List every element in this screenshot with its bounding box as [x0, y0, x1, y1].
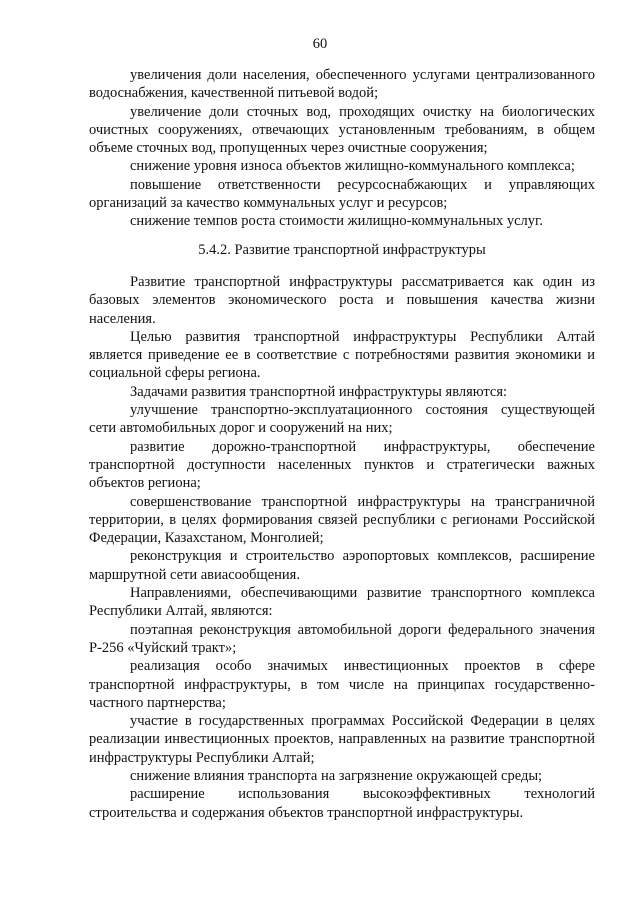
- paragraph: Задачами развития транспортной инфраструктуры являются:: [130, 383, 508, 400]
- page-number: 60: [312, 36, 328, 52]
- section-title: 5.4.2. Развитие транспортной инфраструктуры: [198, 241, 486, 258]
- paragraph: реконструкция и строительство аэропортовых комплексов, расширение маршрутной сети авиасообщения.: [89, 548, 595, 583]
- paragraph: Направлениями, обеспечивающими развитие транспортного комплекса Республики Алтай, являются:: [89, 585, 595, 620]
- paragraph: увеличение доли сточных вод, проходящих очистку на биологических очистных сооружениях, отвечающих установленным требованиям, в общем объеме сточных вод, пропущенных через очистные сооружения;: [89, 103, 595, 157]
- paragraph: поэтапная реконструкция автомобильной дороги федерального значения Р-256 «Чуйский тракт»;: [89, 621, 595, 656]
- paragraph: реализация особо значимых инвестиционных проектов в сфере транспортной инфраструктуры, в том числе на принципах государственно-частного партнерства;: [89, 658, 595, 711]
- paragraph: повышение ответственности ресурсоснабжающих и управляющих организаций за качество коммунальных услуг и ресурсов;: [89, 176, 595, 212]
- paragraph: развитие дорожно-транспортной инфраструктуры, обеспечение транспортной доступности населенных пунктов и стратегически важных объектов региона;: [89, 438, 595, 492]
- paragraph: участие в государственных программах Российской Федерации в целях реализации инвестиционных проектов, направленных на развитие транспортной инфраструктуры Республики Алтай;: [89, 713, 595, 766]
- document-body: [89, 66, 595, 822]
- paragraph: увеличения доли населения, обеспеченного услугами централизованного водоснабжения, качественной питьевой водой;: [89, 67, 595, 102]
- paragraph: расширение использования высокоэффективных технологий строительства и содержания объектов транспортной инфраструктуры.: [89, 786, 595, 821]
- paragraph: Целью развития транспортной инфраструктуры Республики Алтай является приведение ее в соответствие с потребностями развития экономики и социальной сферы региона.: [89, 328, 595, 382]
- paragraph: совершенствование транспортной инфраструктуры на трансграничной территории, в целях формирования связей республики с регионами Российской Федерации, Казахстаном, Монголией;: [89, 493, 595, 547]
- paragraph: улучшение транспортно-эксплуатационного состояния существующей сети автомобильных дорог и сооружений на них;: [89, 402, 595, 437]
- paragraph: снижение темпов роста стоимости жилищно-коммунальных услуг.: [130, 213, 543, 230]
- paragraph: Развитие транспортной инфраструктуры рассматривается как один из базовых элементов экономического роста и повышения качества жизни населения.: [89, 273, 595, 327]
- paragraph: снижение уровня износа объектов жилищно-коммунального комплекса;: [130, 158, 575, 175]
- paragraph: снижение влияния транспорта на загрязнение окружающей среды;: [130, 767, 543, 784]
